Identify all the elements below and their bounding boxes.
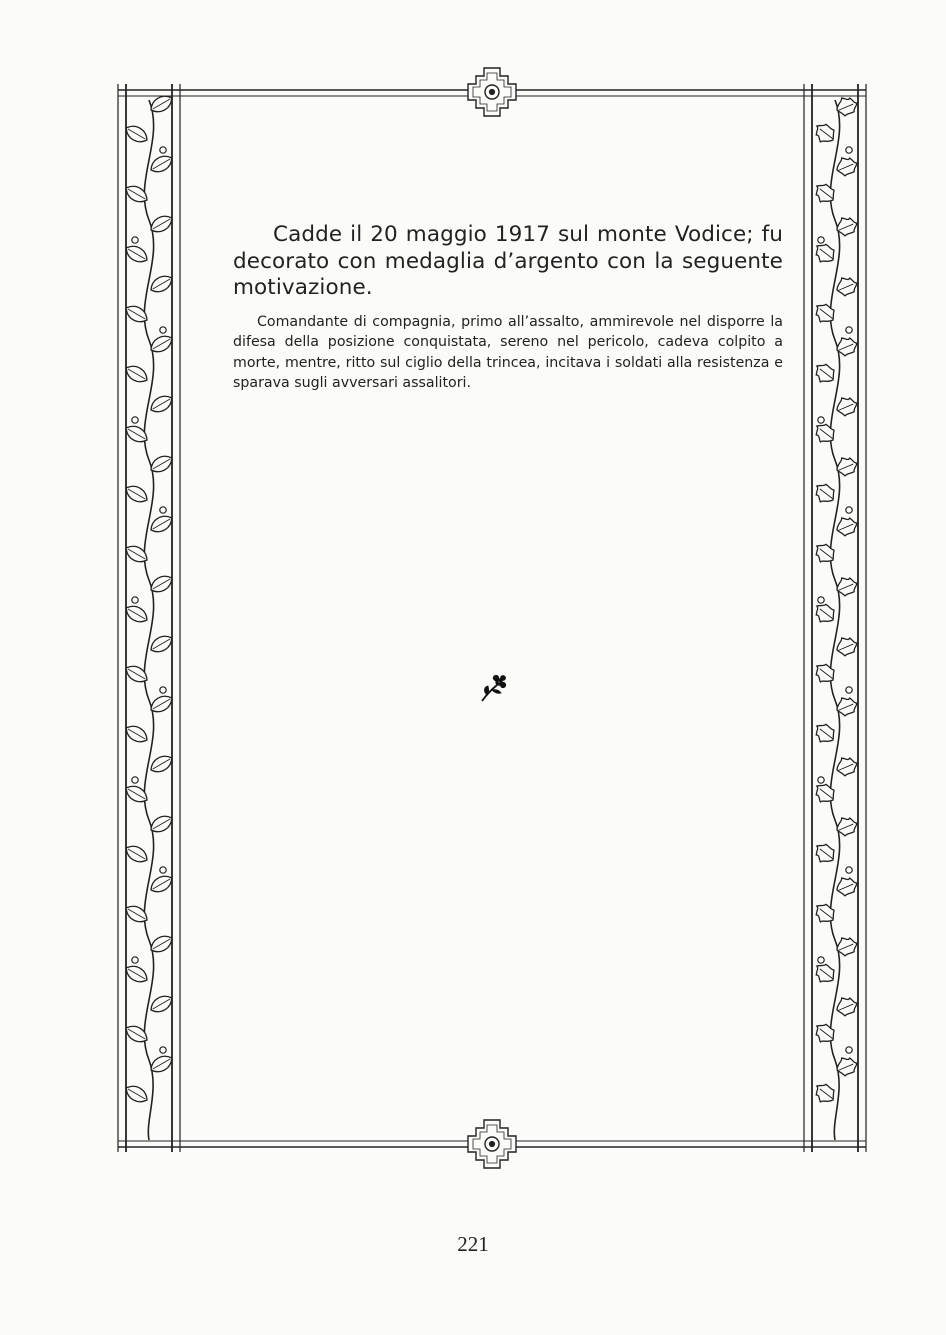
oak-leaf xyxy=(811,901,838,927)
vine-leaf xyxy=(123,482,151,506)
acorn-ornament xyxy=(160,147,166,153)
vine-leaf xyxy=(123,242,151,266)
vine-leaf xyxy=(123,962,151,986)
oak-leaf xyxy=(833,633,860,659)
acorn-ornament xyxy=(160,327,166,333)
oak-leaf xyxy=(811,601,838,627)
acorn-ornament xyxy=(818,597,824,603)
text-block xyxy=(233,222,783,394)
oak-leaf xyxy=(811,241,838,267)
acorn-ornament xyxy=(132,597,138,603)
acorn-ornament xyxy=(160,1047,166,1053)
acorn-ornament xyxy=(160,687,166,693)
acorn-ornament xyxy=(132,417,138,423)
vine-leaf xyxy=(123,722,151,746)
oak-leaf xyxy=(811,841,838,867)
vine-leaf xyxy=(148,752,176,776)
oak-leaf xyxy=(811,121,838,147)
oak-leaf xyxy=(811,301,838,327)
acorn-ornament xyxy=(160,507,166,513)
oak-leaf xyxy=(833,993,860,1019)
vine-leaf xyxy=(148,512,176,536)
vine-leaf xyxy=(123,122,151,146)
oak-leaf xyxy=(811,541,838,567)
oak-leaf xyxy=(833,873,860,899)
vine-leaf xyxy=(148,872,176,896)
acorn-ornament xyxy=(818,237,824,243)
oak-leaf xyxy=(811,361,838,387)
oak-leaf xyxy=(811,481,838,507)
vine-leaf-border xyxy=(118,84,180,1152)
motivation-paragraph: Comandante di compagnia, primo all’assalto, ammirevole nel disporre la difesa della posizione conquistata, sereno nel pericolo, cadeva colpito a morte, mentre, ritto sul ciglio della trincea, incitava i soldati alla resistenza e sparava sugli avversari assalitori. xyxy=(233,313,783,392)
cross-medallion-top xyxy=(468,68,516,116)
vine-leaf xyxy=(123,842,151,866)
vine-leaf xyxy=(123,1022,151,1046)
page-number: 221 xyxy=(457,1232,489,1256)
vine-leaf xyxy=(148,272,176,296)
vine-leaf xyxy=(148,392,176,416)
flower-sprig-ornament xyxy=(482,675,506,701)
acorn-ornament xyxy=(846,147,852,153)
acorn-ornament xyxy=(846,687,852,693)
acorn-ornament xyxy=(846,867,852,873)
oak-leaf xyxy=(833,753,860,779)
acorn-ornament xyxy=(132,777,138,783)
vine-leaf xyxy=(148,992,176,1016)
acorn-ornament xyxy=(160,867,166,873)
vine-leaf xyxy=(123,182,151,206)
oak-leaf xyxy=(811,721,838,747)
vine-leaf xyxy=(123,362,151,386)
acorn-ornament xyxy=(818,777,824,783)
vine-leaf xyxy=(148,152,176,176)
oak-leaf xyxy=(833,273,860,299)
oak-leaf xyxy=(811,1021,838,1047)
oak-leaf xyxy=(833,393,860,419)
acorn-ornament xyxy=(818,417,824,423)
acorn-ornament xyxy=(846,507,852,513)
acorn-ornament xyxy=(846,327,852,333)
vine-leaf xyxy=(123,302,151,326)
vine-leaf xyxy=(123,542,151,566)
vine-leaf xyxy=(123,782,151,806)
oak-leaf-acorn-border xyxy=(804,84,866,1152)
oak-leaf xyxy=(833,153,860,179)
oak-leaf xyxy=(811,781,838,807)
oak-leaf xyxy=(811,181,838,207)
vine-leaves-left xyxy=(123,92,175,1106)
oak-leaf xyxy=(811,421,838,447)
oak-leaf xyxy=(833,513,860,539)
vine-leaf xyxy=(123,1082,151,1106)
lead-paragraph: Cadde il 20 maggio 1917 sul monte Vodice; fu decorato con medaglia d’argento con la seguente motivazione. xyxy=(233,222,783,300)
acorn-ornament xyxy=(846,1047,852,1053)
acorn-ornament xyxy=(132,957,138,963)
oak-leaf xyxy=(811,961,838,987)
vine-leaf xyxy=(148,632,176,656)
oak-leaf xyxy=(811,661,838,687)
acorn-ornament xyxy=(132,237,138,243)
vine-leaf xyxy=(123,422,151,446)
oak-leaves-right xyxy=(811,93,860,1107)
vine-leaf xyxy=(123,602,151,626)
vine-leaf xyxy=(123,902,151,926)
acorn-ornament xyxy=(818,957,824,963)
vine-leaf xyxy=(123,662,151,686)
cross-medallion-bottom xyxy=(468,1120,516,1168)
oak-leaf xyxy=(811,1081,838,1107)
